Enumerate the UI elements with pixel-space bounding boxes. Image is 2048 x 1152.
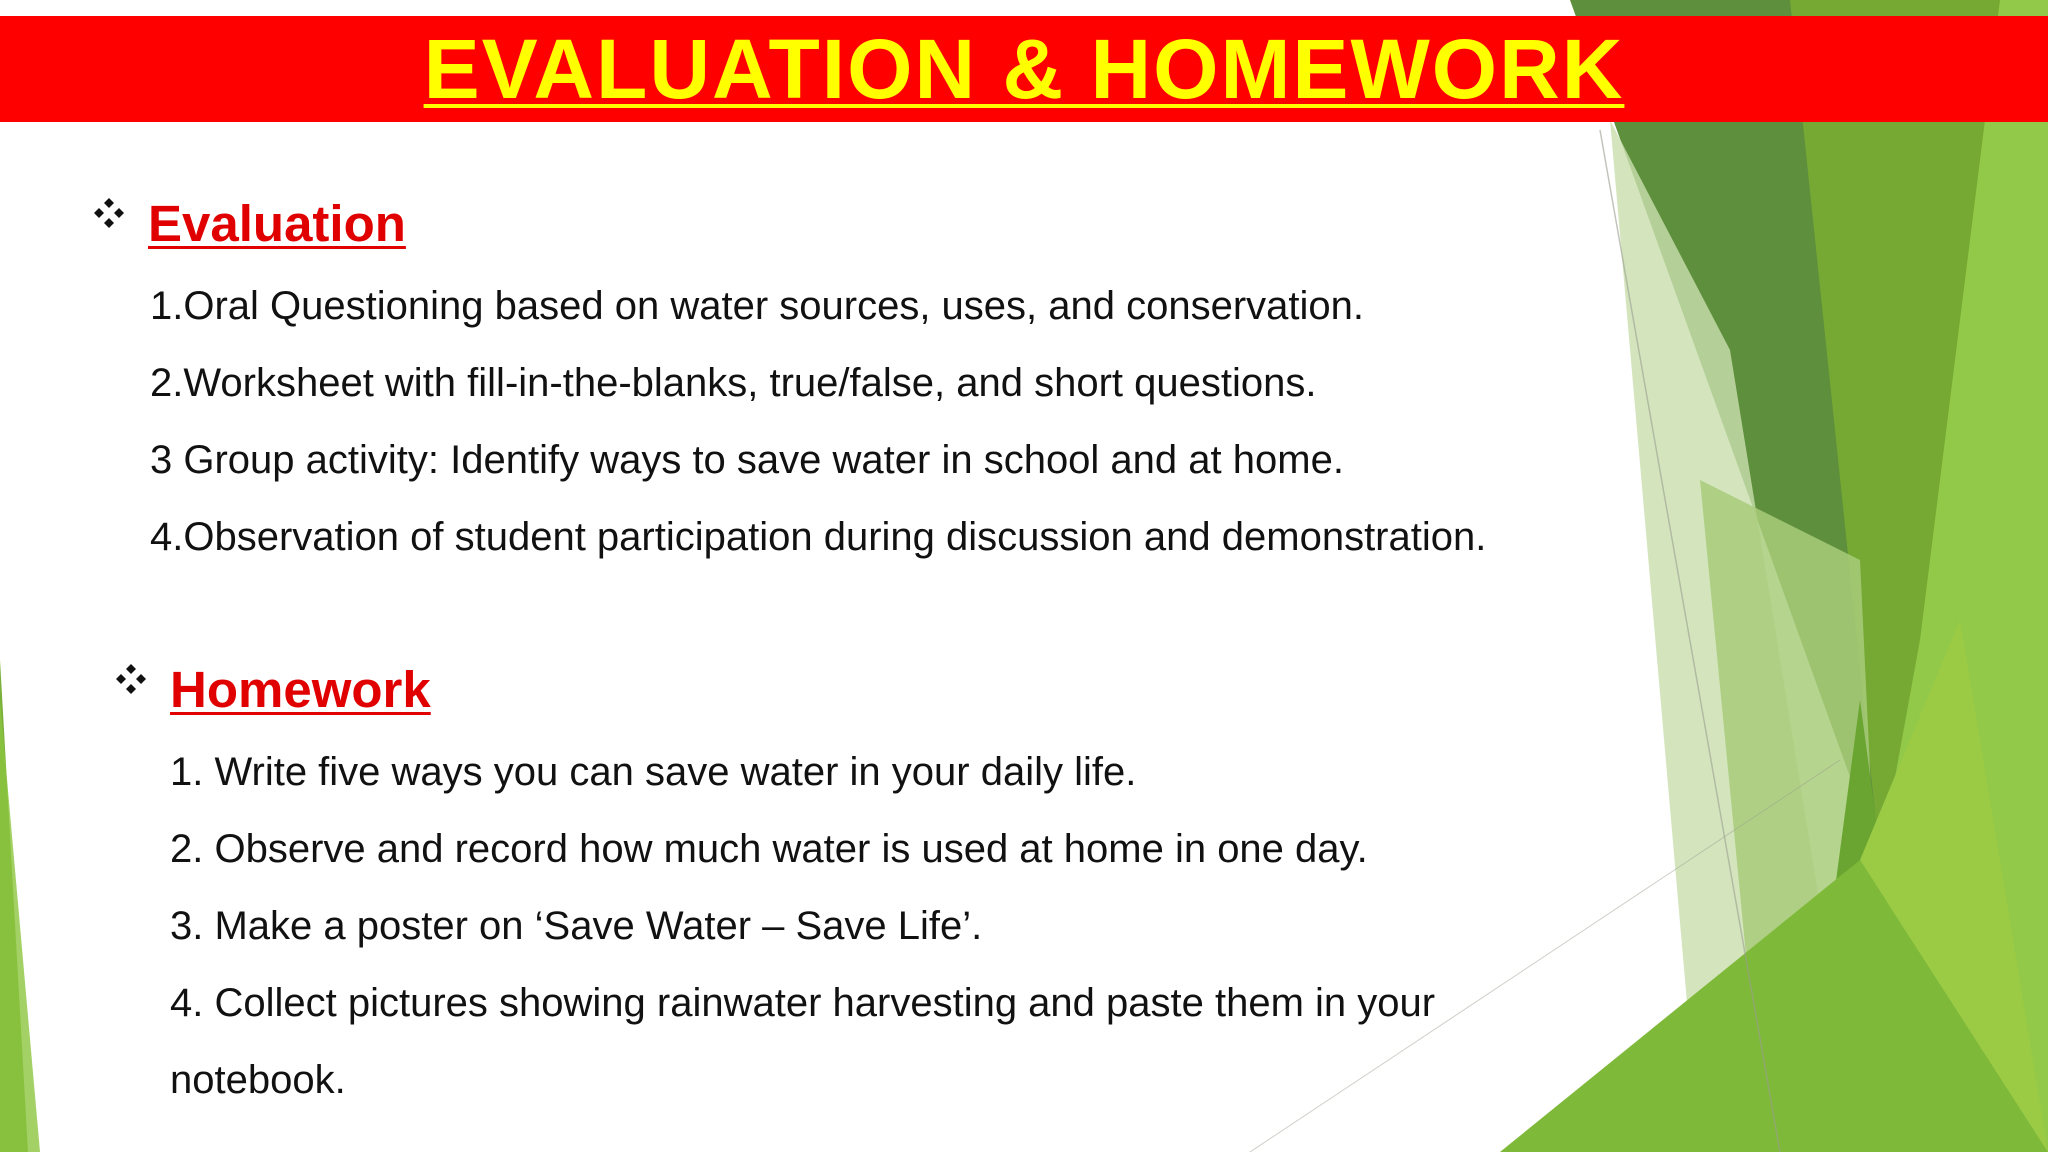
evaluation-item-1: 1.Oral Questioning based on water sources, uses, and conservation. — [150, 284, 1365, 328]
slide-title — [0, 16, 2048, 122]
homework-section — [114, 658, 1614, 1118]
homework-item-3: 3. Make a poster on ‘Save Water – Save Life’. — [170, 904, 983, 948]
diamond-bullet-icon — [92, 196, 126, 230]
homework-item-4: 4. Collect pictures showing rainwater harvesting and paste them in your — [170, 981, 1436, 1025]
evaluation-item-2: 2.Worksheet with fill-in-the-blanks, true/false, and short questions. — [150, 361, 1317, 405]
evaluation-heading: Evaluation — [148, 195, 406, 252]
diamond-bullet-icon — [114, 662, 148, 696]
evaluation-section — [92, 192, 1592, 572]
slide-title-text: EVALUATION & HOMEWORK — [423, 22, 1625, 116]
homework-item-2: 2. Observe and record how much water is used at home in one day. — [170, 827, 1368, 871]
homework-item-4-continued: notebook. — [170, 1058, 346, 1102]
evaluation-item-3: 3 Group activity: Identify ways to save water in school and at home. — [150, 438, 1344, 482]
homework-heading: Homework — [170, 661, 431, 718]
homework-item-1: 1. Write five ways you can save water in your daily life. — [170, 750, 1137, 794]
evaluation-item-4: 4.Observation of student participation during discussion and demonstration. — [150, 515, 1487, 559]
